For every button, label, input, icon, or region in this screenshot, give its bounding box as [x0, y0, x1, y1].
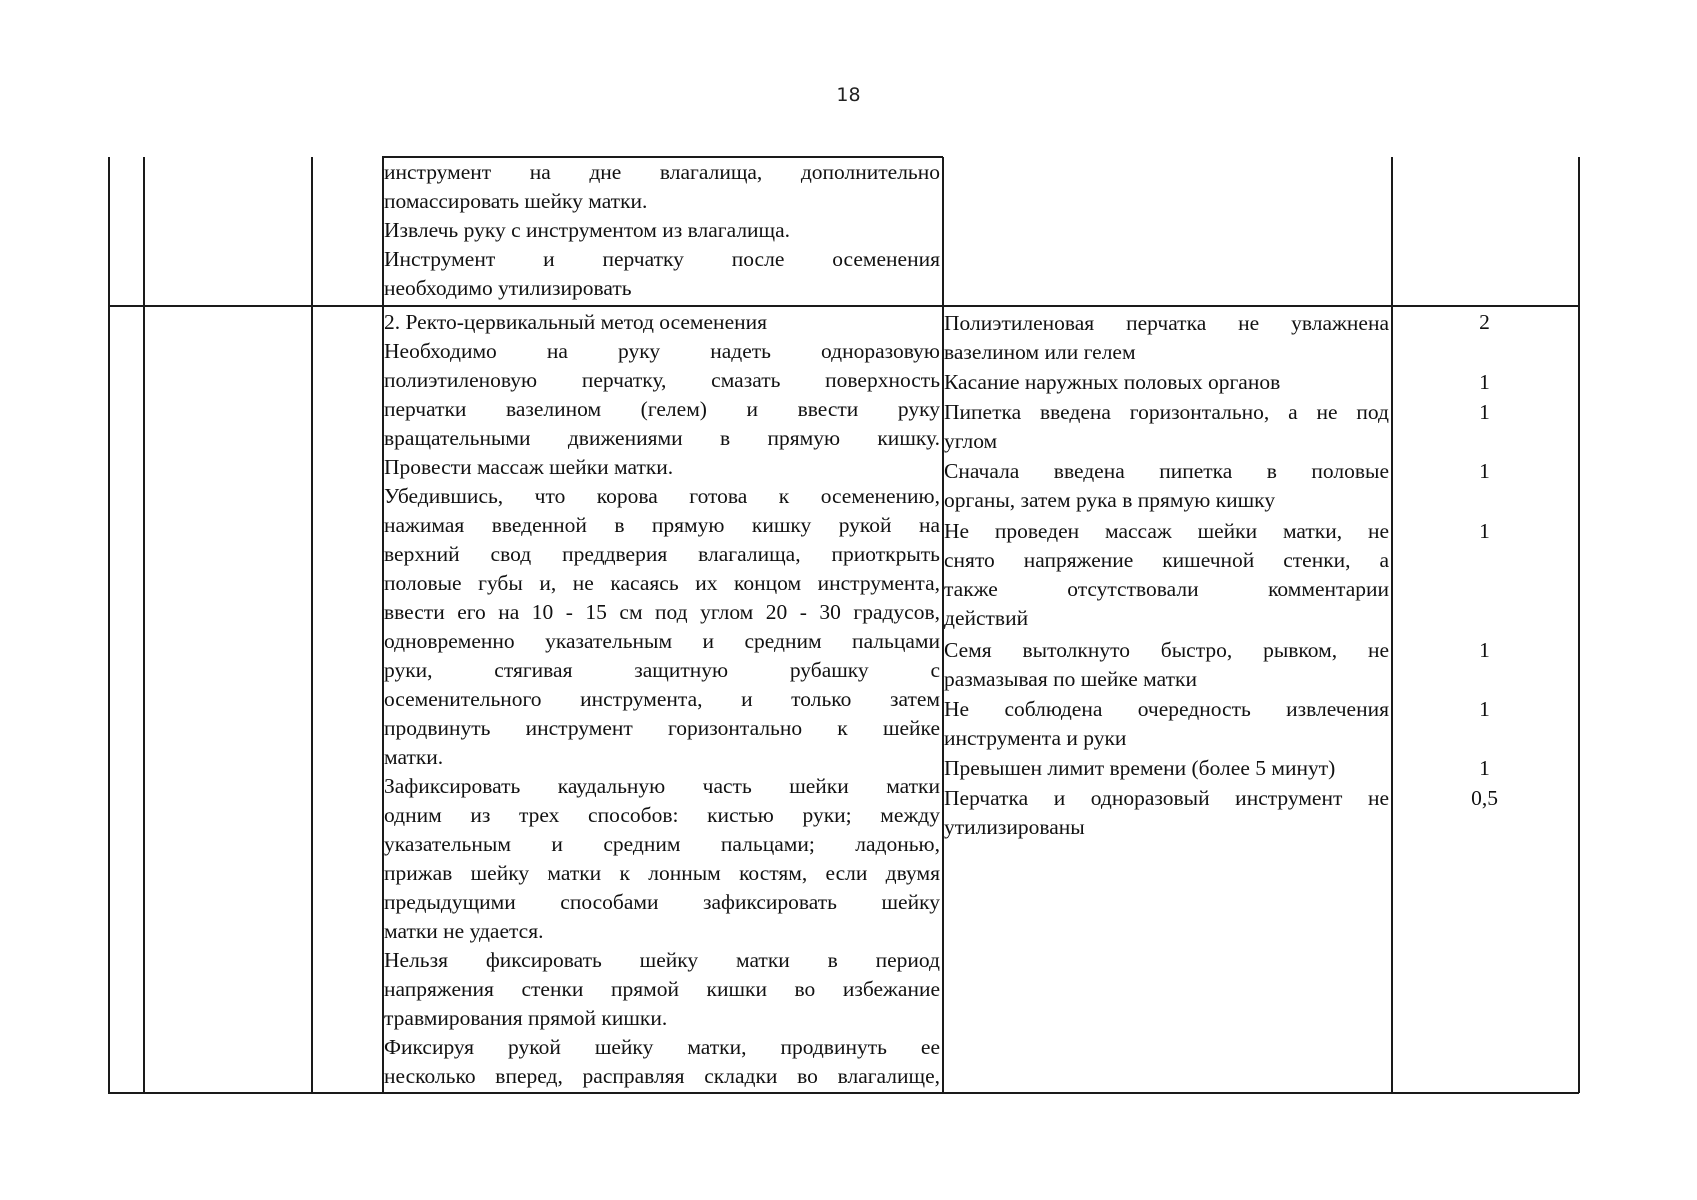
- text-line: вращательными движениями в прямую кишку.: [384, 426, 940, 450]
- text-line: Фиксируя рукой шейку матки, продвинуть ее: [384, 1035, 940, 1059]
- text-line: ввести его на 10 - 15 см под углом 20 - 30 градусов,: [384, 600, 940, 624]
- text-line: помассировать шейку матки.: [384, 189, 648, 213]
- error-item: [944, 636, 1389, 694]
- text-line: несколько вперед, расправляя складки во влагалище,: [384, 1064, 940, 1088]
- text-line: также отсутствовали комментарии: [944, 577, 1389, 601]
- procedure-text: [384, 308, 940, 1091]
- error-score: 0,5: [1471, 786, 1498, 810]
- error-score: 1: [1479, 519, 1490, 543]
- error-score: 1: [1479, 697, 1490, 721]
- error-item: [944, 695, 1389, 753]
- text-line: Убедившись, что корова готова к осеменению,: [384, 484, 940, 508]
- text-line: действий: [944, 606, 1029, 630]
- table-border-col5: [1391, 157, 1393, 1093]
- text-line: Полиэтиленовая перчатка не увлажнена: [944, 311, 1389, 335]
- text-line: одним из трех способов: кистью руки; между: [384, 803, 940, 827]
- text-line: Сначала введена пипетка в половые: [944, 459, 1389, 483]
- error-score: 1: [1479, 400, 1490, 424]
- table-border-right: [1578, 157, 1580, 1093]
- text-line: нажимая введенной в прямую кишку рукой на: [384, 513, 940, 537]
- error-item: [944, 754, 1389, 783]
- table-border-bottom: [108, 1092, 1579, 1094]
- text-line: Семя вытолкнуто быстро, рывком, не: [944, 638, 1389, 662]
- text-line: Не соблюдена очередность извлечения: [944, 697, 1389, 721]
- text-line: предыдущими способами зафиксировать шейку: [384, 890, 940, 914]
- text-line: Необходимо на руку надеть одноразовую: [384, 339, 940, 363]
- error-score: 1: [1479, 459, 1490, 483]
- text-line: матки.: [384, 745, 444, 769]
- text-line: Нельзя фиксировать шейку матки в период: [384, 948, 940, 972]
- text-line: инструмента и руки: [944, 726, 1127, 750]
- error-score: 2: [1479, 310, 1490, 334]
- table-border-col2: [311, 157, 313, 1093]
- error-item: [944, 398, 1389, 456]
- text-line: осеменительного инструмента, и только затем: [384, 687, 940, 711]
- text-line: матки не удается.: [384, 919, 544, 943]
- text-line: необходимо утилизировать: [384, 276, 632, 300]
- error-item: [944, 517, 1389, 633]
- text-line: травмирования прямой кишки.: [384, 1006, 668, 1030]
- error-item: [944, 309, 1389, 367]
- error-item: [944, 784, 1389, 842]
- text-line: верхний свод преддверия влагалища, приоткрыть: [384, 542, 940, 566]
- text-line: вазелином или гелем: [944, 340, 1136, 364]
- text-line: полиэтиленовую перчатку, смазать поверхность: [384, 368, 940, 392]
- page-number: 18: [836, 84, 861, 106]
- text-line: одновременно указательным и средним пальцами: [384, 629, 940, 653]
- text-line: указательным и средним пальцами; ладонью,: [384, 832, 940, 856]
- text-line: прижав шейку матки к лонным костям, если двумя: [384, 861, 940, 885]
- text-line: Извлечь руку с инструментом из влагалища.: [384, 218, 791, 242]
- table-border-col1: [143, 157, 145, 1093]
- text-line: Пипетка введена горизонтально, а не под: [944, 400, 1389, 424]
- error-score: 1: [1479, 638, 1490, 662]
- text-line: размазывая по шейке матки: [944, 667, 1197, 691]
- text-line: Не проведен массаж шейки матки, не: [944, 519, 1389, 543]
- text-line: Перчатка и одноразовый инструмент не: [944, 786, 1389, 810]
- text-line: инструмент на дне влагалища, дополнительно: [384, 160, 940, 184]
- text-line: Превышен лимит времени (более 5 минут): [944, 756, 1336, 780]
- error-item: [944, 457, 1389, 515]
- text-line: руки, стягивая защитную рубашку с: [384, 658, 940, 682]
- text-line: Провести массаж шейки матки.: [384, 455, 674, 479]
- text-line: 2. Ректо-цервикальный метод осеменения: [384, 310, 768, 334]
- table-row-divider: [108, 305, 1579, 307]
- text-line: углом: [944, 429, 998, 453]
- table-border-left: [108, 157, 110, 1093]
- text-line: органы, затем рука в прямую кишку: [944, 488, 1276, 512]
- text-line: напряжения стенки прямой кишки во избежание: [384, 977, 940, 1001]
- text-line: утилизированы: [944, 815, 1085, 839]
- text-line: Инструмент и перчатку после осеменения: [384, 247, 940, 271]
- error-item: [944, 368, 1389, 397]
- text-line: Касание наружных половых органов: [944, 370, 1281, 394]
- text-line: продвинуть инструмент горизонтально к шейке: [384, 716, 940, 740]
- error-score: 1: [1479, 370, 1490, 394]
- procedure-text-continued: [384, 158, 940, 303]
- text-line: перчатки вазелином (гелем) и ввести руку: [384, 397, 940, 421]
- text-line: половые губы и, не касаясь их концом инструмента,: [384, 571, 940, 595]
- text-line: Зафиксировать каудальную часть шейки матки: [384, 774, 940, 798]
- error-score: 1: [1479, 756, 1490, 780]
- text-line: снято напряжение кишечной стенки, а: [944, 548, 1389, 572]
